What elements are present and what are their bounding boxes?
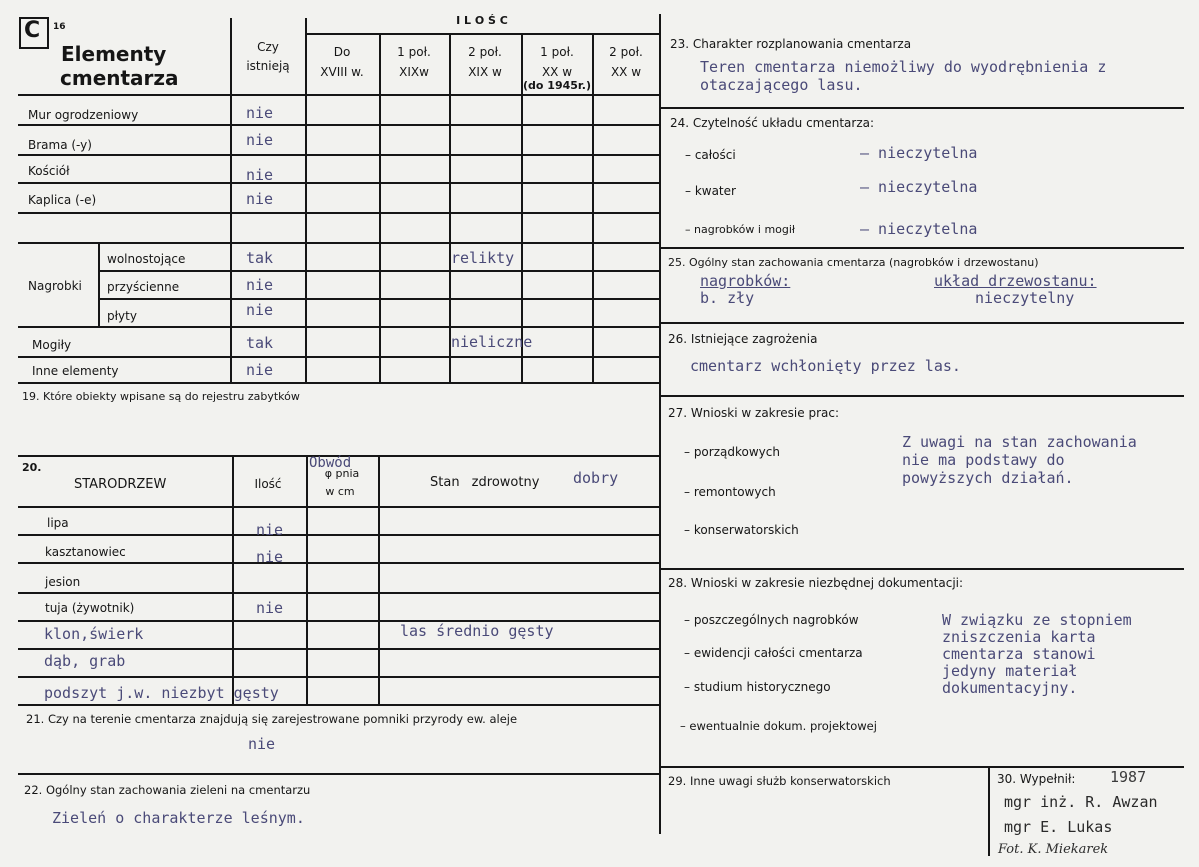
rule xyxy=(449,33,451,383)
rule xyxy=(18,648,660,650)
q27-answer-1: Z uwagi na stan zachowania xyxy=(902,433,1137,451)
card-number: 16 xyxy=(53,22,66,32)
mogily-note: nieliczne xyxy=(451,333,533,351)
period-4-l2: XX w xyxy=(541,65,573,79)
nagrobki-plyty: płyty xyxy=(107,309,137,323)
row-label-kaplica: Kaplica (-e) xyxy=(28,193,97,207)
q28-item-2: – ewidencji całości cmentarza xyxy=(684,646,863,660)
tree-tuja: tuja (żywotnik) xyxy=(45,601,135,615)
q23-answer-2: otaczającego lasu. xyxy=(700,76,863,94)
q25-right-value: nieczytelny xyxy=(975,289,1075,307)
center-divider xyxy=(659,14,661,834)
q25-left-value: b. zły xyxy=(700,289,755,307)
rule xyxy=(18,676,660,678)
rule xyxy=(18,242,660,244)
period-5-l2: XX w xyxy=(610,65,642,79)
q22: 22. Ogólny stan zachowania zieleni na cmentarzu xyxy=(24,783,311,797)
q20-col-qty: Ilość xyxy=(254,477,282,491)
tree-kasztanowiec: kasztanowiec xyxy=(45,545,126,559)
rule xyxy=(18,182,660,184)
q24-value-3: – nieczytelna xyxy=(860,220,978,238)
tree-typed-1-health: las średnio gęsty xyxy=(400,622,554,640)
q20-col-circ-typed: Obwód xyxy=(309,455,352,471)
q21-answer: nie xyxy=(248,735,276,753)
tree-kasztanowiec-qty: nie xyxy=(256,548,284,566)
q28-item-4: – ewentualnie dokum. projektowej xyxy=(680,719,877,733)
rule xyxy=(18,94,660,96)
period-3-l1: 2 poł. xyxy=(468,45,502,59)
q26: 26. Istniejące zagrożenia xyxy=(668,332,818,346)
q20-header: STARODRZEW xyxy=(74,477,167,492)
q21: 21. Czy na terenie cmentarza znajdują się zarejestrowane pomniki przyrody ew. aleje xyxy=(26,712,518,726)
mogily-value: tak xyxy=(246,334,274,352)
q19: 19. Które obiekty wpisane są do rejestru zabytków xyxy=(22,390,300,403)
tree-typed-1: klon,świerk xyxy=(44,625,144,643)
q27-item-2: – remontowych xyxy=(684,485,776,499)
q20-col-circ-2: w cm xyxy=(325,485,355,498)
q27: 27. Wnioski w zakresie prac: xyxy=(668,406,840,420)
q28-item-3: – studium historycznego xyxy=(684,680,831,694)
rule xyxy=(18,154,660,156)
rule xyxy=(18,534,660,536)
tree-typed-2: dąb, grab xyxy=(44,652,126,670)
q30-name-1: mgr inż. R. Awzan xyxy=(1004,793,1158,811)
rule xyxy=(18,562,660,564)
q24-item-2: – kwater xyxy=(685,184,736,198)
rule xyxy=(660,766,1184,768)
rule xyxy=(18,704,660,706)
rule xyxy=(305,18,307,383)
q26-answer: cmentarz wchłonięty przez las. xyxy=(690,357,961,375)
q28: 28. Wnioski w zakresie niezbędnej dokumentacji: xyxy=(668,576,964,590)
q24-item-1: – całości xyxy=(685,148,736,162)
col-exists-header-2: istnieją xyxy=(246,59,290,73)
period-1-l1: Do xyxy=(333,45,351,59)
nagrobki-wolno: wolnostojące xyxy=(107,252,186,266)
rule xyxy=(660,568,1184,570)
rule xyxy=(98,242,100,327)
inne-value: nie xyxy=(246,361,274,379)
inne-label: Inne elementy xyxy=(32,364,119,378)
card-code: C xyxy=(24,18,41,43)
rule xyxy=(660,107,1184,109)
q27-item-1: – porządkowych xyxy=(684,445,780,459)
rule xyxy=(592,33,594,383)
nagrobki-plyty-value: nie xyxy=(246,301,274,319)
q30-name-2: mgr E. Lukas xyxy=(1004,818,1113,836)
photo-credit: Fot. K. Miekarek xyxy=(998,842,1109,857)
rule xyxy=(378,455,380,705)
rule xyxy=(18,124,660,126)
rule xyxy=(18,326,660,328)
rule xyxy=(988,766,990,856)
rule xyxy=(232,455,234,705)
row-label-kosciol: Kościół xyxy=(28,164,70,178)
q25: 25. Ogólny stan zachowania cmentarza (nagrobków i drzewostanu) xyxy=(668,256,1039,269)
rule xyxy=(18,592,660,594)
q23-answer-1: Teren cmentarza niemożliwy do wyodrębnienia z xyxy=(700,58,1107,76)
tree-tuja-qty: nie xyxy=(256,599,284,617)
rule xyxy=(660,395,1184,397)
rule xyxy=(230,18,232,383)
q25-right-head: układ drzewostanu: xyxy=(934,272,1097,290)
q27-item-3: – konserwatorskich xyxy=(684,523,799,537)
rule xyxy=(18,506,660,508)
tree-lipa-qty: nie xyxy=(256,521,284,539)
row-value-brama: nie xyxy=(246,131,274,149)
row-value-kaplica: nie xyxy=(246,190,274,208)
q24: 24. Czytelność układu cmentarza: xyxy=(670,116,875,130)
rule xyxy=(379,33,381,383)
q28-answer-2: zniszczenia karta xyxy=(942,628,1096,646)
period-1-l2: XVIII w. xyxy=(320,65,364,79)
period-2-l1: 1 poł. xyxy=(397,45,431,59)
q28-answer-3: cmentarza stanowi xyxy=(942,645,1096,663)
period-4-l3: (do 1945r.) xyxy=(523,79,591,92)
row-value-mur: nie xyxy=(246,104,274,122)
mogily-label: Mogiły xyxy=(32,338,72,352)
q20-col-health: Stan zdrowotny xyxy=(430,475,540,490)
row-value-kosciol: nie xyxy=(246,166,274,184)
q30-year: 1987 xyxy=(1110,768,1147,786)
q20-col-circ-1: φ pnia xyxy=(324,467,360,480)
q27-answer-2: nie ma podstawy do xyxy=(902,451,1065,469)
q28-answer-5: dokumentacyjny. xyxy=(942,679,1078,697)
period-3-l2: XIX w xyxy=(468,65,502,79)
period-5-l1: 2 poł. xyxy=(609,45,643,59)
q22-answer: Zieleń o charakterze leśnym. xyxy=(52,809,305,827)
nagrobki-label: Nagrobki xyxy=(28,279,82,293)
tree-lipa: lipa xyxy=(47,516,69,530)
rule xyxy=(18,212,660,214)
q24-item-3: – nagrobków i mogił xyxy=(685,223,796,236)
q25-left-head: nagrobków: xyxy=(700,272,791,290)
row-label-mur: Mur ogrodzeniowy xyxy=(28,108,139,122)
q28-answer-1: W związku ze stopniem xyxy=(942,611,1132,629)
q20-number: 20. xyxy=(22,461,42,474)
title-line2: cmentarza xyxy=(60,66,179,90)
ilosc-header: I L O Ś C xyxy=(456,14,508,27)
title-line1: Elementy xyxy=(61,42,167,66)
rule xyxy=(18,620,660,622)
col-exists-header: Czy xyxy=(257,40,279,54)
nagrobki-wolno-note: relikty xyxy=(451,249,515,267)
tree-typed-3: podszyt j.w. niezbyt gęsty xyxy=(44,684,279,702)
rule xyxy=(18,382,660,384)
rule xyxy=(660,247,1184,249)
rule xyxy=(660,322,1184,324)
q24-value-1: – nieczytelna xyxy=(860,144,978,162)
nagrobki-przyscienne: przyścienne xyxy=(107,280,180,294)
period-4-l1: 1 poł. xyxy=(540,45,574,59)
rule xyxy=(18,356,660,358)
nagrobki-wolno-value: tak xyxy=(246,249,274,267)
q29: 29. Inne uwagi służb konserwatorskich xyxy=(668,774,891,788)
row-label-brama: Brama (-y) xyxy=(28,138,92,152)
rule xyxy=(18,773,660,775)
q28-answer-4: jedyny materiał xyxy=(942,662,1078,680)
q20-health-value: dobry xyxy=(573,469,619,487)
q27-answer-3: powyższych działań. xyxy=(902,469,1074,487)
q30: 30. Wypełnił: xyxy=(997,772,1076,786)
nagrobki-przyscienne-value: nie xyxy=(246,276,274,294)
q24-value-2: – nieczytelna xyxy=(860,178,978,196)
rule xyxy=(306,455,308,705)
tree-jesion: jesion xyxy=(45,575,81,589)
period-2-l2: XIXw xyxy=(399,65,429,79)
q28-item-1: – poszczególnych nagrobków xyxy=(684,613,859,627)
q23: 23. Charakter rozplanowania cmentarza xyxy=(670,37,912,51)
rule xyxy=(305,33,660,35)
